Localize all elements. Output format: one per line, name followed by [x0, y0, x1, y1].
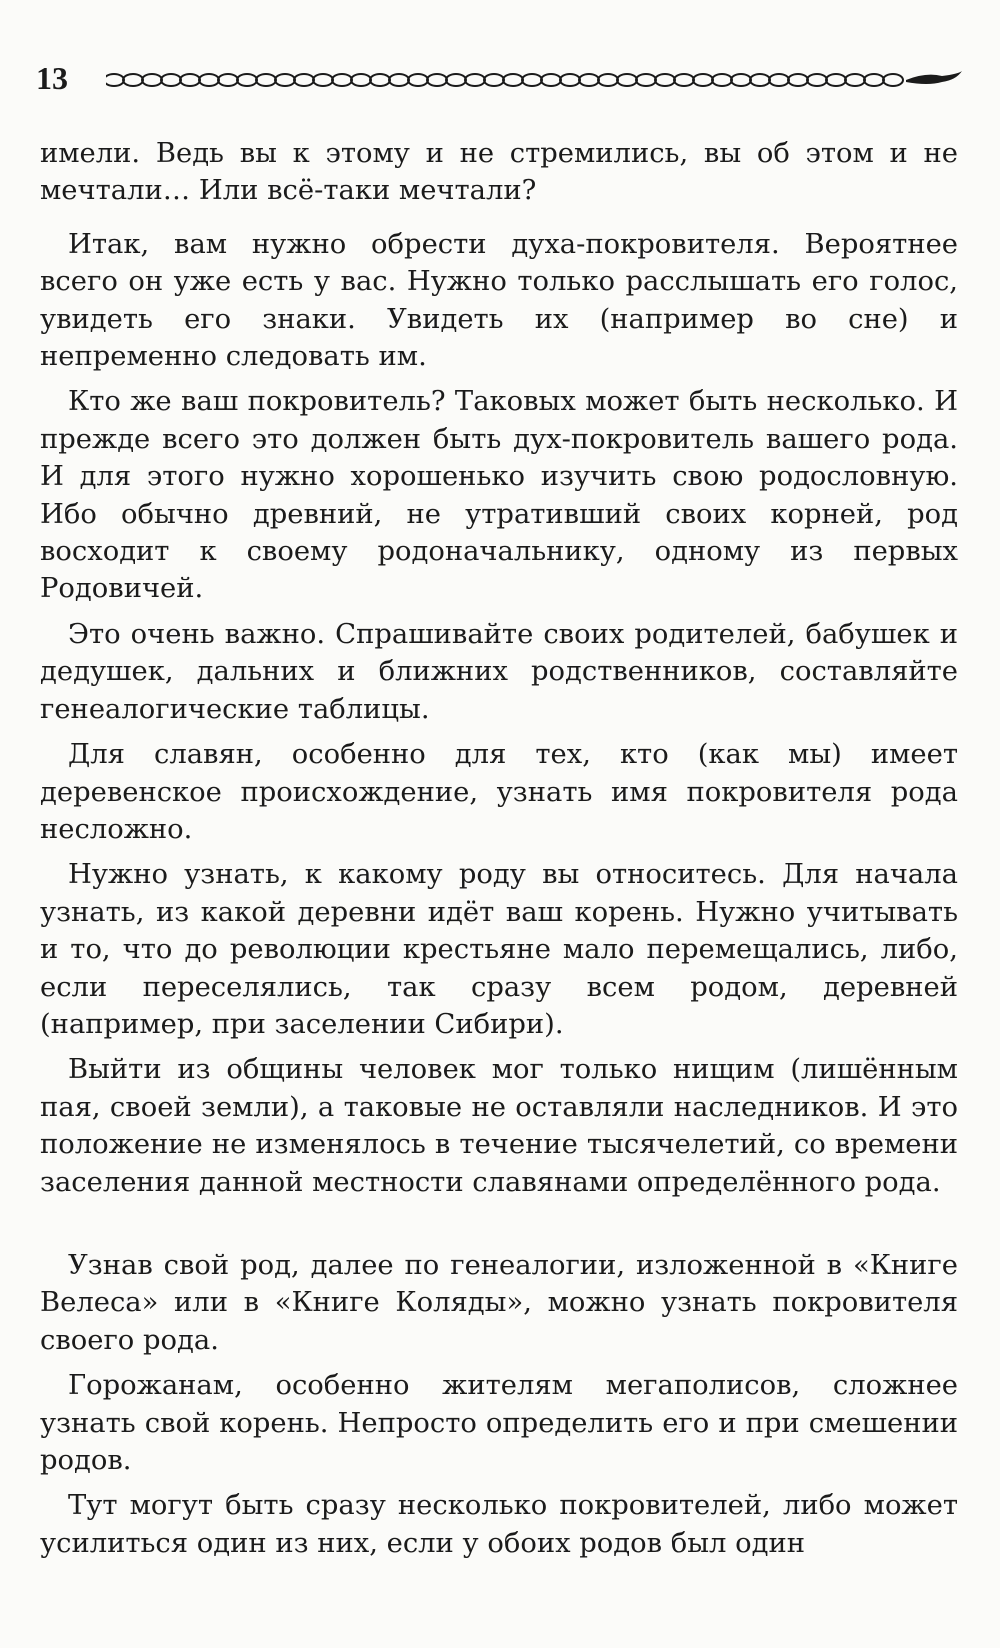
paragraph: Итак, вам нужно обрести духа-покровителя. Вероятнее всего он уже есть у вас. Нужно только расслышать его голос, увидеть его знаки. Увидеть их (например во сне) и непременно следовать им.: [40, 228, 958, 373]
paragraph: Кто же ваш покровитель? Таковых может быть несколько. И прежде всего это должен быть дух-покровитель вашего рода. И для этого нужно хорошенько изучить свою родословную. Ибо обычно древний, не утративший своих корней, род восходит к своему родоначальнику, одному из первых Родовичей.: [40, 386, 958, 605]
paragraph: Горожанам, особенно жителям мегаполисов, сложнее узнать свой корень. Непросто определить его и при смешении родов.: [40, 1370, 958, 1476]
paragraph: Нужно узнать, к какому роду вы относитесь. Для начала узнать, из какой деревни идёт ваш корень. Нужно учитывать и то, что до революции крестьяне мало перемещались, либо, если переселялись, так сразу всем родом, деревней (например, при заселении Сибири).: [40, 859, 958, 1040]
page-header: [36, 58, 966, 98]
page-body: [40, 135, 958, 1570]
paragraph: Выйти из общины человек мог только нищим (лишённым пая, своей земли), а таковые не оставляли наследников. И это положение не изменялось в течение тысячелетий, со времени заселения данной местности славянами определённого рода.: [40, 1054, 958, 1198]
ornament-rule-icon: [106, 70, 964, 90]
paragraph: имели. Ведь вы к этому и не стремились, вы об этом и не мечтали… Или всё-таки мечтали?: [40, 138, 958, 207]
paragraph: Узнав свой род, далее по генеалогии, изложенной в «Книге Велеса» или в «Книге Коляды», можно узнать покровителя своего рода.: [40, 1249, 958, 1356]
paragraph: Это очень важно. Спрашивайте своих родителей, бабушек и дедушек, дальних и ближних родственников, составляйте генеалогические таблицы.: [40, 618, 958, 725]
page-number: 13: [36, 60, 68, 96]
paragraph: Для славян, особенно для тех, кто (как мы) имеет деревенское происхождение, узнать имя покровителя рода несложно.: [40, 739, 958, 845]
paragraph: Тут могут быть сразу несколько покровителей, либо может усилиться один из них, если у обоих родов был один: [40, 1490, 958, 1559]
